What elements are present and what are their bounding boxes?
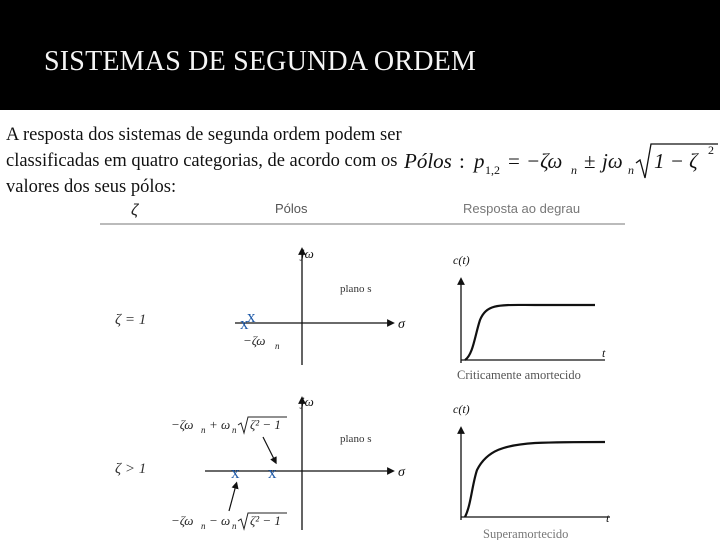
title-bar xyxy=(0,0,720,110)
row2-sigma-label: σ xyxy=(398,465,405,480)
row1-zeta-label: ζ = 1 xyxy=(115,312,147,328)
header-zeta: ζ xyxy=(131,202,139,219)
svg-text:−ζω: −ζω xyxy=(171,513,194,528)
formula-squared: 2 xyxy=(708,143,714,157)
row2-upper-pole-expr xyxy=(171,417,287,435)
formula-label: Pólos xyxy=(404,149,452,173)
svg-text:+ ω: + ω xyxy=(209,417,231,432)
row1-plane-label: plano s xyxy=(340,283,372,295)
formula-minus-zeta-omega: −ζω xyxy=(526,149,563,173)
row2-arrow-upper xyxy=(263,437,275,461)
svg-text:n: n xyxy=(232,425,237,435)
slide-body-text: A resposta dos sistemas de segunda ordem podem ser classificadas em quatro categorias, de acordo com os valores dos seus pólos: xyxy=(6,125,402,197)
row2-ct-label: c(t) xyxy=(453,402,470,416)
formula-n-sub-2: n xyxy=(628,163,634,177)
formula-j-omega: jω xyxy=(602,149,623,173)
row2-caption: Superamortecido xyxy=(483,527,569,540)
row2-zeta-label: ζ > 1 xyxy=(115,461,147,477)
svg-text:ζ² − 1: ζ² − 1 xyxy=(250,513,281,528)
row1-sigma-label: σ xyxy=(398,317,405,332)
row1-jw-label: jω xyxy=(301,246,314,261)
formula-p: p xyxy=(474,149,485,173)
row1-double-pole-back: x xyxy=(247,307,256,326)
row1-t-label: t xyxy=(602,346,606,360)
formula-plus-minus: ± xyxy=(584,149,596,173)
row1-caption: Criticamente amortecido xyxy=(457,368,581,382)
formula-n-sub-1: n xyxy=(571,163,577,177)
svg-text:− ω: − ω xyxy=(209,513,231,528)
formula-colon: : xyxy=(459,149,465,173)
svg-text:n: n xyxy=(201,425,206,435)
row1-pole-label: −ζω xyxy=(243,333,266,348)
row1-pole-sub: n xyxy=(275,341,280,351)
row2-pole-near: x xyxy=(268,463,277,482)
slide-title: SISTEMAS DE SEGUNDA ORDEM xyxy=(44,46,477,77)
row1-double-pole-front: x xyxy=(240,314,249,333)
header-poles: Pólos xyxy=(275,201,308,216)
row2-arrow-lower xyxy=(229,485,236,511)
header-response: Resposta ao degrau xyxy=(463,201,581,216)
row1-step-response xyxy=(465,305,595,360)
formula-one-minus-zeta: 1 − ζ xyxy=(654,149,698,173)
svg-text:−ζω: −ζω xyxy=(171,417,194,432)
formula-p-sub: 1,2 xyxy=(485,163,500,177)
svg-text:n: n xyxy=(232,521,237,531)
row2-jw-label: jω xyxy=(301,394,314,409)
row2-t-label: t xyxy=(606,511,610,525)
second-order-figure xyxy=(95,195,625,540)
row2-lower-pole-expr xyxy=(171,513,287,531)
formula-equals: = xyxy=(508,149,520,173)
row2-pole-far: x xyxy=(231,463,240,482)
row2-step-response xyxy=(465,442,605,517)
poles-formula xyxy=(404,140,720,186)
row1-ct-label: c(t) xyxy=(453,253,470,267)
svg-text:n: n xyxy=(201,521,206,531)
svg-text:ζ² − 1: ζ² − 1 xyxy=(250,417,281,432)
figure-header xyxy=(131,201,580,219)
row2-plane-label: plano s xyxy=(340,433,372,445)
